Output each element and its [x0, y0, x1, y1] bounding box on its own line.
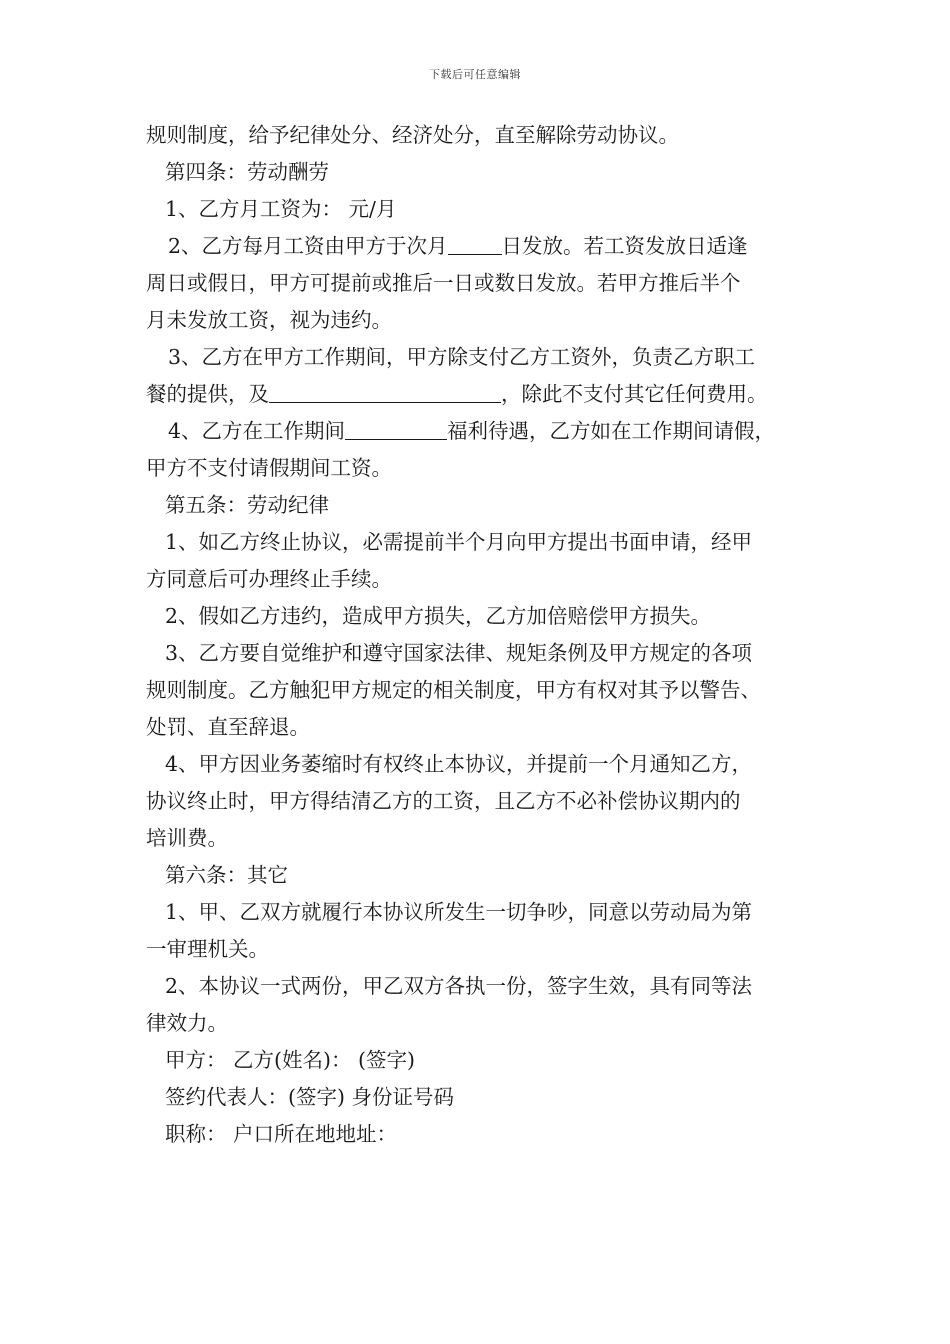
paragraph-line: 规则制度，给予纪律处分、经济处分，直至解除劳动协议。 — [146, 123, 679, 147]
paragraph-line: 方同意后可办理终止手续。 — [146, 567, 392, 591]
clause-5-2: 2、假如乙方违约，造成甲方损失，乙方加倍赔偿甲方损失。 — [165, 604, 712, 628]
clause-text: 餐的提供，及 — [146, 382, 269, 406]
clause-4-2-payday — [146, 228, 816, 265]
section-heading-article-5: 第五条：劳动纪律 — [165, 493, 329, 517]
clause-4-4-welfare — [146, 413, 816, 450]
clause-text: 日发放。若工资发放日适逢 — [501, 234, 748, 258]
signature-title-address-line: 职称： 户口所在地地址： — [165, 1122, 398, 1146]
paragraph-line: 处罚、直至辞退。 — [146, 715, 310, 739]
section-heading-article-4: 第四条：劳动酬劳 — [165, 160, 329, 184]
paragraph-line: 周日或假日，甲方可提前或推后一日或数日发放。若甲方推后半个 — [146, 271, 741, 295]
page-header-note: 下载后可任意编辑 — [429, 68, 521, 81]
clause-5-1: 1、如乙方终止协议，必需提前半个月向甲方提出书面申请，经甲 — [165, 530, 753, 554]
clause-5-4: 4、甲方因业务萎缩时有权终止本协议，并提前一个月通知乙方， — [165, 752, 753, 776]
clause-text: 福利待遇，乙方如在工作期间请假， — [447, 419, 776, 443]
clause-text: ，除此不支付其它任何费用。 — [501, 382, 768, 406]
paragraph-line: 甲方不支付请假期间工资。 — [146, 456, 392, 480]
signature-parties-line: 甲方： 乙方(姓名)： (签字) — [165, 1048, 416, 1072]
blank-field-other-benefits[interactable] — [269, 384, 501, 403]
paragraph-line: 协议终止时，甲方得结清乙方的工资，且乙方不必补偿协议期内的 — [146, 789, 741, 813]
clause-5-3: 3、乙方要自觉维护和遵守国家法律、规矩条例及甲方规定的各项 — [165, 641, 753, 665]
paragraph-line: 律效力。 — [146, 1011, 228, 1035]
clause-text: 2、乙方每月工资由甲方于次月 — [168, 234, 448, 258]
clause-4-3-benefits: 3、乙方在甲方工作期间，甲方除支付乙方工资外，负责乙方职工 — [168, 345, 756, 369]
clause-6-1: 1、甲、乙双方就履行本协议所发生一切争吵，同意以劳动局为第 — [165, 900, 753, 924]
clause-6-2: 2、本协议一式两份，甲乙双方各执一份，签字生效，具有同等法 — [165, 974, 753, 998]
paragraph-line — [146, 376, 816, 413]
blank-field-welfare[interactable] — [345, 421, 447, 440]
clause-4-1-salary: 1、乙方月工资为： 元/月 — [165, 197, 397, 221]
paragraph-line: 培训费。 — [146, 826, 228, 850]
signature-representative-line: 签约代表人：(签字) 身份证号码 — [165, 1085, 455, 1109]
paragraph-line: 月未发放工资，视为违约。 — [146, 308, 392, 332]
blank-field-payday[interactable] — [448, 236, 502, 255]
section-heading-article-6: 第六条：其它 — [165, 863, 288, 887]
paragraph-line: 一审理机关。 — [146, 937, 269, 961]
document-body — [146, 117, 816, 1153]
paragraph-line: 规则制度。乙方触犯甲方规定的相关制度，甲方有权对其予以警告、 — [146, 678, 761, 702]
clause-text: 4、乙方在工作期间 — [168, 419, 346, 443]
